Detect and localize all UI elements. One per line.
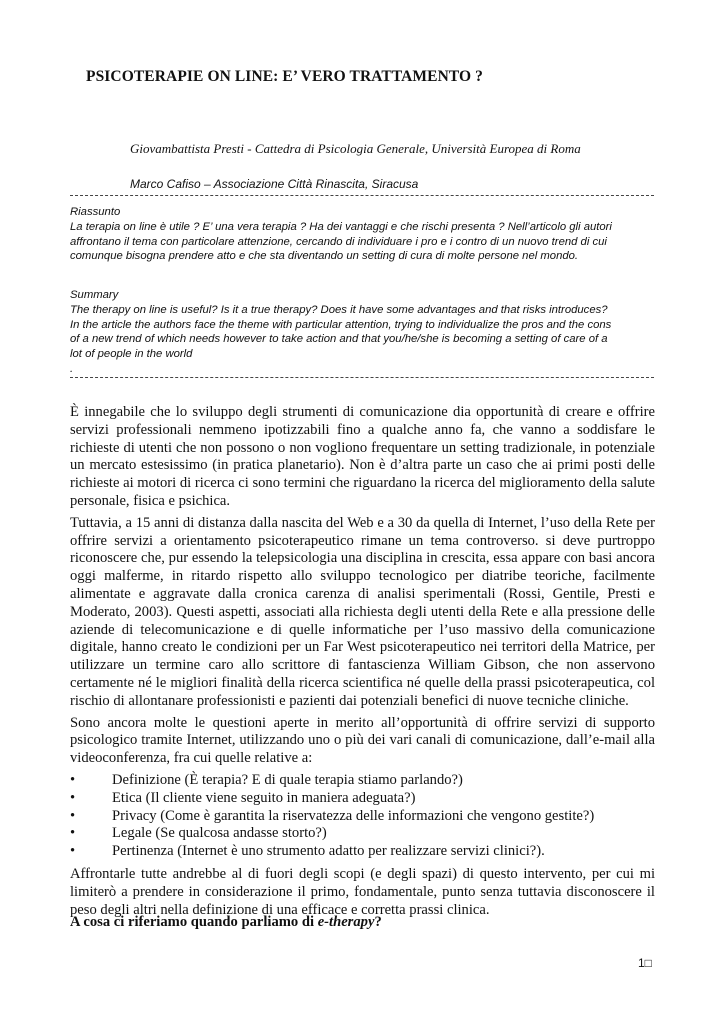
abstract-line: affrontano il tema con particolare attenzione, cercando di individuare i pro e i contro di un nuovo trend di cui (70, 235, 607, 248)
abstract-line: In the article the authors face the theme with particular attention, trying to individualize the pros and the cons (70, 318, 612, 331)
abstract-line: La terapia on line è utile ? E’ una vera terapia ? Ha dei vantaggi e che rischi presenta ? Nell’articolo gli autori (70, 220, 612, 233)
list-item (70, 843, 655, 861)
document-title: PSICOTERAPIE ON LINE: E’ VERO TRATTAMENTO ? (86, 68, 484, 85)
abstract-line: of a new trend of which needs however to take action and that you/he/she is becoming a setting of care of a (70, 333, 608, 346)
body-paragraph: Tuttavia, a 15 anni di distanza dalla nascita del Web e a 30 da quella di Internet, l’uso della Rete per offrire servizi a orientamento psicoterapeutico rimane un tema controverso. si deve purtroppo riconoscere che, pur essendo la telepsicologia una disciplina in crescita, essa appare con basi ancora oggi malferme, in ritardo rispetto allo sviluppo tecnologico per diatribe teoriche, facilmente alimentate e aggravate dalla cronica carenza di analisi sperimentali (Rossi, Gentile, Presti e Moderato, 2003). Questi aspetti, associati alla richiesta degli utenti della Rete e alla pressione delle aziende di telecomunicazione e di quelle informatiche per l’uso massivo della comunicazione digitale, hanno creato le condizioni per un Far West psicoterapeutico nei territori della Matrice, per utilizzare un termine caro allo scrittore di fantascienza William Gibson, che non asservono certamente né le migliori finalità della ricerca scientifica né quelle della prassi psicoterapeutica, col rischio di allontanare professionisti e pazienti dai potenziali benefici di nuove tecniche cliniche. (70, 514, 655, 709)
author-line: Marco Cafiso – Associazione Città Rinascita, Siracusa (130, 177, 419, 191)
dashed-separator (70, 195, 654, 196)
abstract-line: . (70, 362, 74, 375)
bullet-icon: • (70, 807, 76, 824)
list-item-text: Etica (Il cliente viene seguito in maniera adeguata?) (112, 789, 416, 806)
section-heading (70, 914, 382, 931)
list-item (70, 825, 655, 843)
body-paragraph: Affrontarle tutte andrebbe al di fuori degli scopi (e degli spazi) di questo intervento, per cui mi limiterò a prendere in considerazione il primo, fondamentale, punto senza tuttavia disconoscere il peso degli altri nella definizione di una efficace e corretta prassi clinica. (70, 865, 655, 918)
list-item-text: Legale (Se qualcosa andasse storto?) (112, 825, 327, 842)
bullet-icon: • (70, 843, 76, 860)
list-item (70, 790, 655, 808)
bullet-icon: • (70, 789, 76, 806)
dashed-separator (70, 377, 654, 378)
issues-list (70, 772, 655, 861)
list-item (70, 808, 655, 826)
riassunto-abstract (70, 205, 655, 264)
list-item-text: Privacy (Come è garantita la riservatezza delle informazioni che vengono gestite?) (112, 807, 595, 824)
list-item-text: Definizione (È terapia? E di quale terapia stiamo parlando?) (112, 771, 463, 788)
bullet-icon: • (70, 825, 76, 842)
list-item-text: Pertinenza (Internet è uno strumento adatto per realizzare servizi clinici?). (112, 843, 545, 860)
body-text (70, 404, 655, 923)
abstract-line: lot of people in the world (70, 348, 193, 361)
section-heading-term: e-therapy (317, 914, 375, 930)
body-paragraph: È innegabile che lo sviluppo degli strumenti di comunicazione dia opportunità di creare e offrire servizi professionali nemmeno ipotizzabili fino a qualche anno fa, che vanno a soddisfare le richieste di utenti che non possono o non vogliono frequentare un setting tradizionale, in potenziale un mercato estesissimo (in pratica planetario). Non è d’altra parte un caso che ai primi posti delle richieste ai motori di ricerca ci sono termini che riguardano la ricerca del miglioramento della salute personale, fisica e psichica. (70, 404, 655, 509)
abstract-line: The therapy on line is useful? Is it a true therapy? Does it have some advantages and that risks introduces? (70, 303, 608, 316)
bullet-icon: • (70, 771, 76, 788)
abstract-heading: Summary (70, 289, 119, 301)
body-paragraph: Sono ancora molte le questioni aperte in merito all’opportunità di offrire servizi di supporto psicologico tramite Internet, utilizzando uno o più dei vari canali di comunicazione, dall’e-mail alla videoconferenza, fra cui quelle relative a: (70, 714, 655, 767)
section-heading-prefix: A cosa ci riferiamo quando parliamo di (70, 914, 318, 930)
list-item (70, 772, 655, 790)
summary-abstract (70, 288, 655, 377)
section-heading-suffix: ? (374, 914, 382, 930)
abstract-heading: Riassunto (70, 206, 121, 218)
page-number: 1□ (638, 956, 652, 970)
abstract-line: comunque bisogna prendere atto e che sta diventando un setting di cura di molte persone nel mondo. (70, 250, 579, 263)
author-line: Giovambattista Presti - Cattedra di Psicologia Generale, Università Europea di Roma (130, 141, 581, 156)
